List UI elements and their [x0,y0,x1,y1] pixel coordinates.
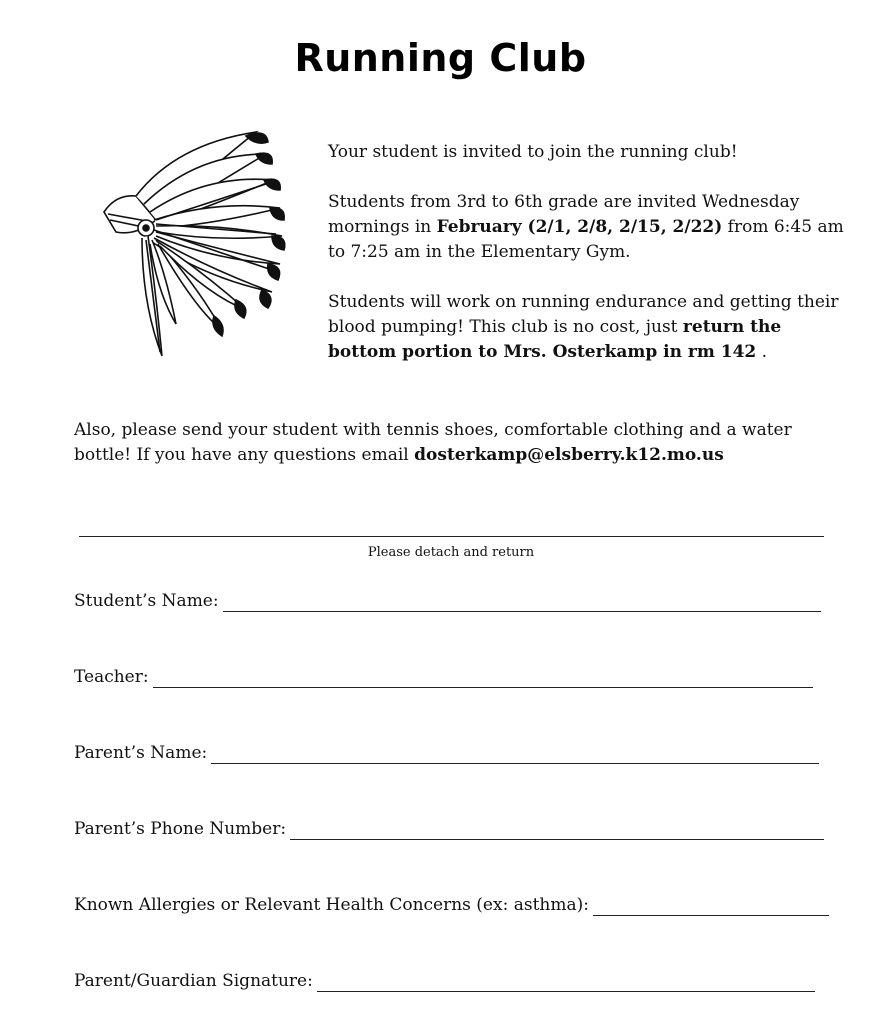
intro-details [328,290,848,365]
parent-name-label: Parent’s Name: [74,743,208,763]
signature-field [74,970,815,992]
allergies-field [74,894,829,916]
page-title: Running Club [294,36,587,80]
detach-divider [79,536,824,537]
schedule-time: from 6:45 am to 7:25 am in the Elementary Gym. [328,217,844,262]
headdress-illustration-icon [96,124,296,364]
also-text: Also, please send your student with tennis shoes, comfortable clothing and a water bottle! If you have any questions email [74,420,792,465]
parent-phone-field [74,818,824,840]
details-end: . [756,342,768,362]
schedule-dates: February (2/1, 2/8, 2/15, 2/22) [436,217,723,237]
parent-phone-line[interactable] [290,821,824,840]
intro-schedule [328,190,848,265]
details-text: Students will work on running endurance and getting their blood pumping! This club is no cost, just [328,292,839,337]
signature-label: Parent/Guardian Signature: [74,971,313,991]
teacher-field [74,666,813,688]
intro-text [328,140,848,390]
student-name-line[interactable] [223,593,821,612]
signature-line[interactable] [317,973,815,992]
intro-invite: Your student is invited to join the running club! [328,142,738,162]
teacher-line[interactable] [153,669,813,688]
student-name-label: Student’s Name: [74,591,219,611]
teacher-label: Teacher: [74,667,149,687]
schedule-text: Students from 3rd to 6th grade are invited Wednesday mornings in [328,192,800,237]
student-name-field [74,590,821,612]
allergies-label: Known Allergies or Relevant Health Concerns (ex: asthma): [74,895,589,915]
parent-phone-label: Parent’s Phone Number: [74,819,287,839]
contact-email: dosterkamp@elsberry.k12.mo.us [414,445,724,465]
detach-label: Please detach and return [367,545,535,560]
also-note [74,418,834,468]
parent-name-line[interactable] [211,745,819,764]
return-instruction: return the bottom portion to Mrs. Osterkamp in rm 142 [328,317,782,362]
allergies-line[interactable] [593,897,829,916]
parent-name-field [74,742,819,764]
